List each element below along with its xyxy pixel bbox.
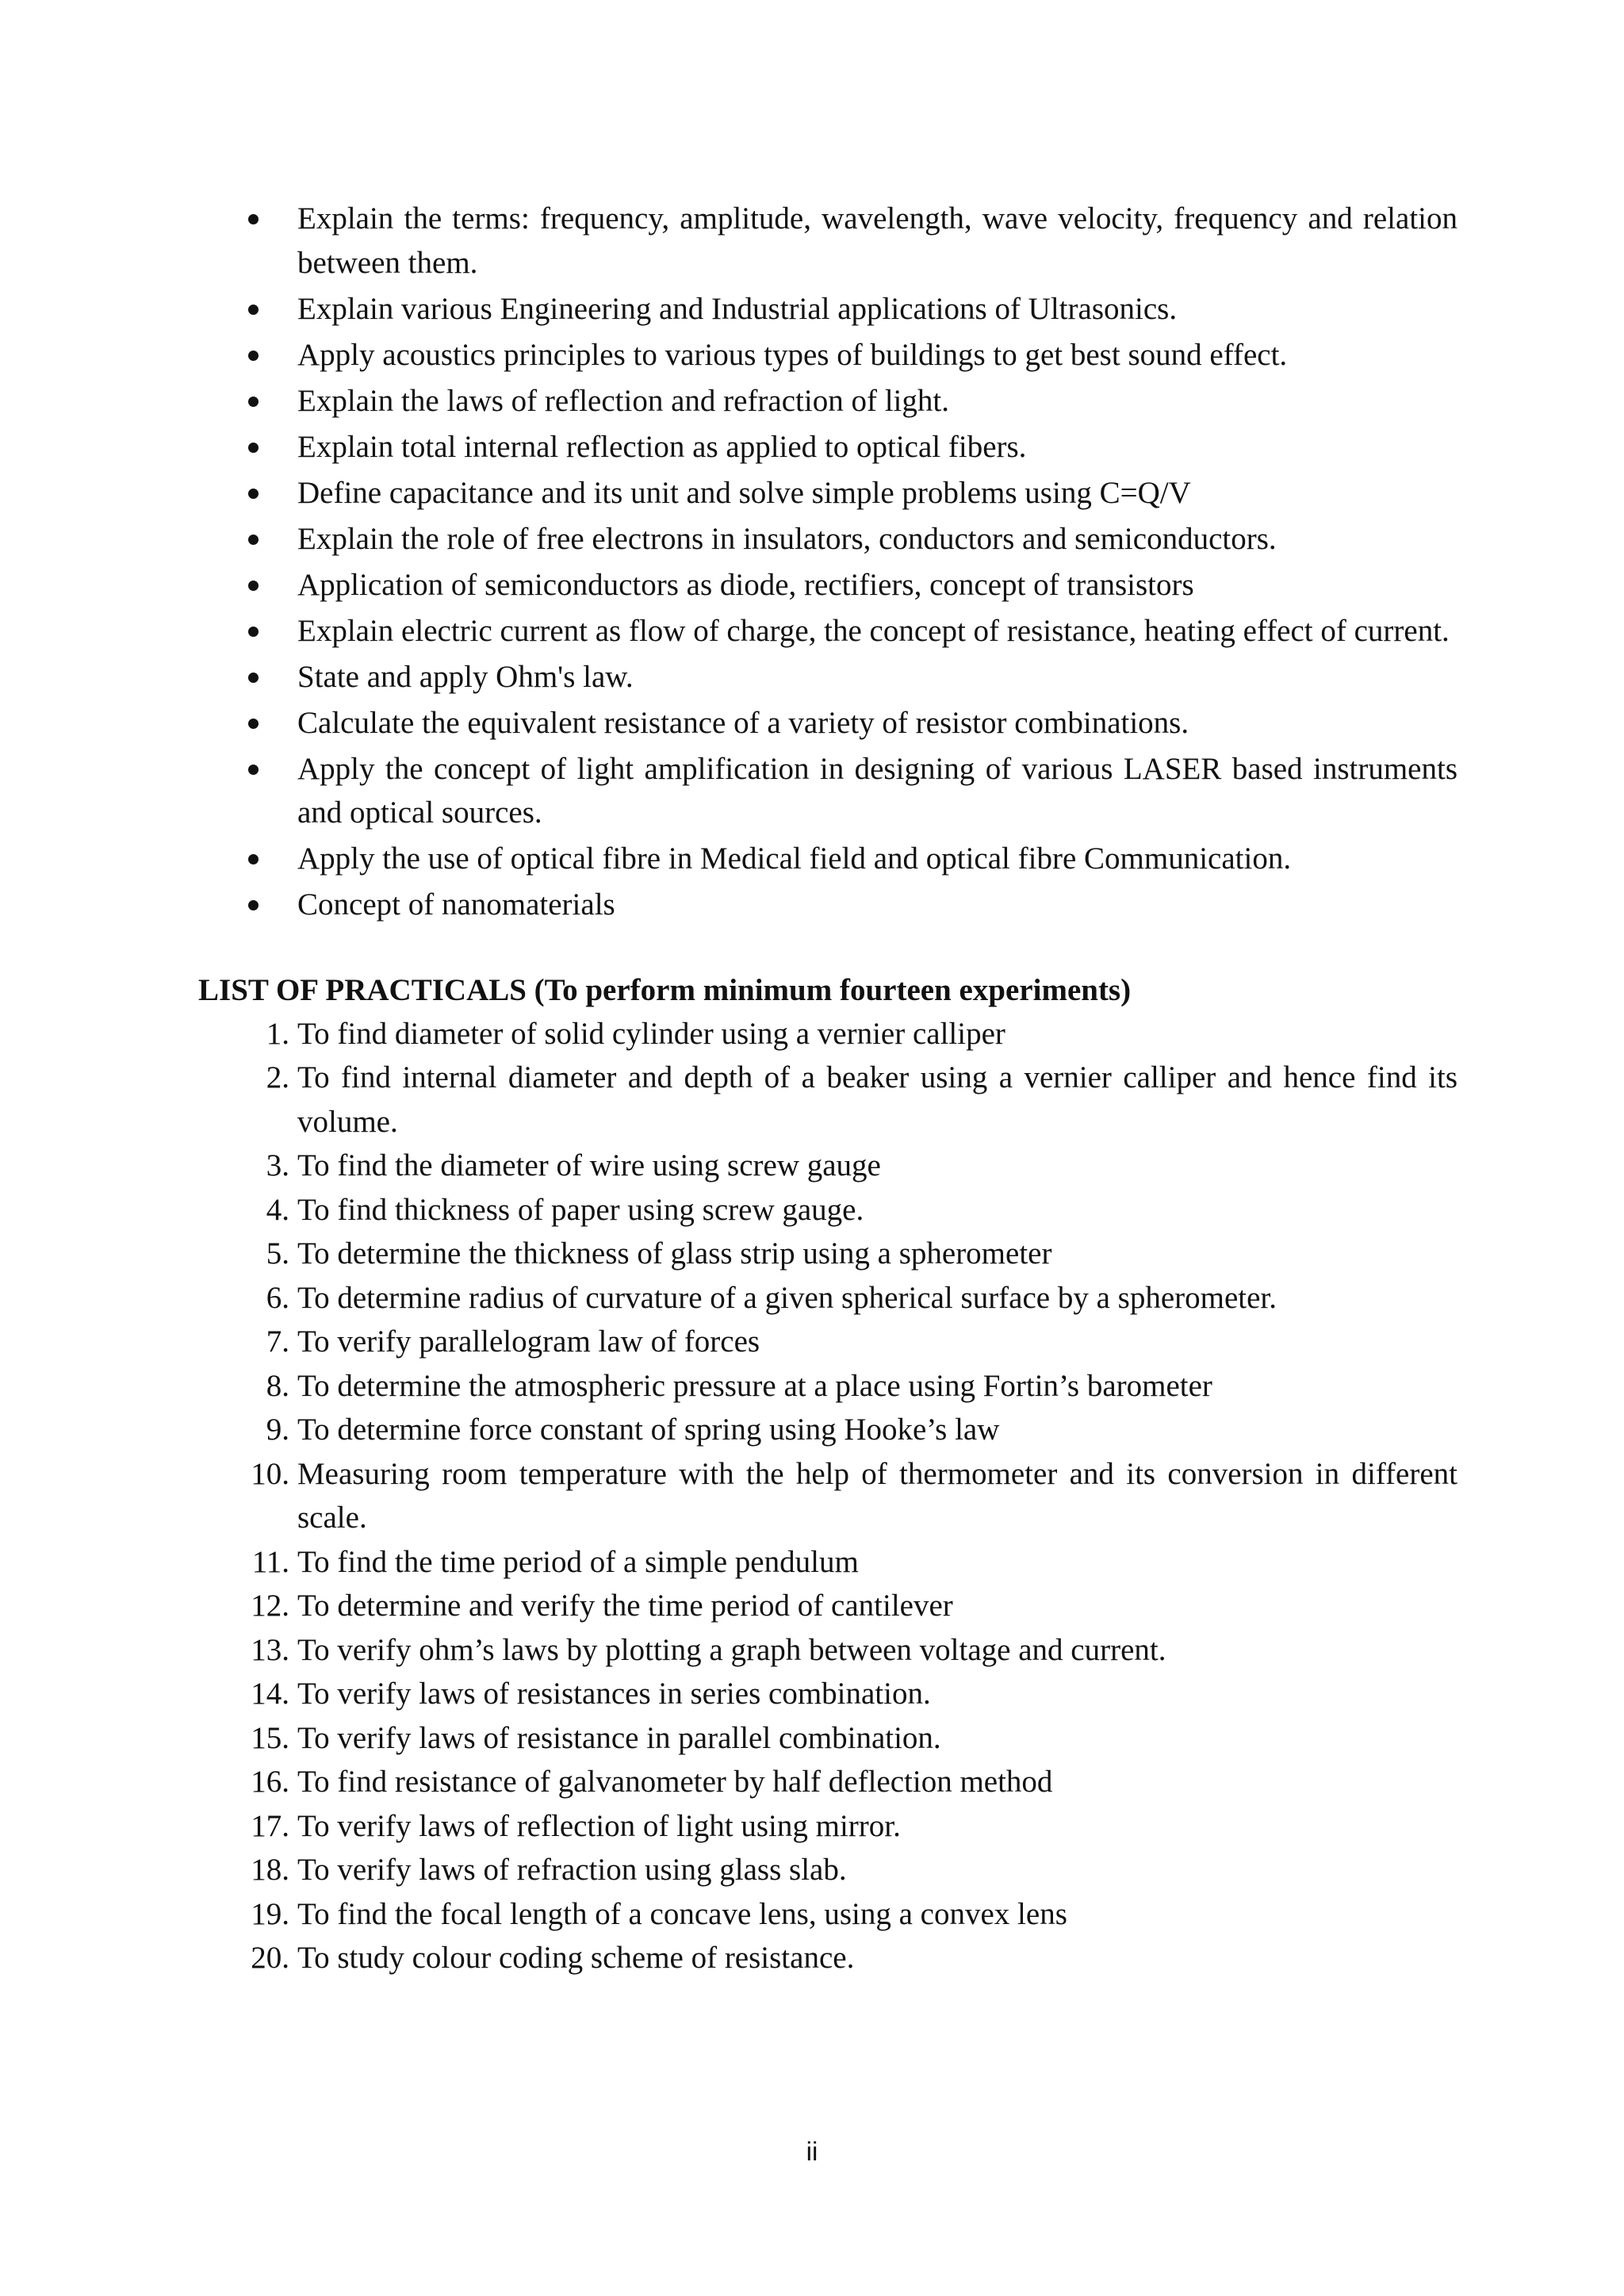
list-item bbox=[198, 1936, 1457, 1980]
practical-text: To find thickness of paper using screw gauge. bbox=[297, 1192, 864, 1227]
practical-text: To study colour coding scheme of resistance. bbox=[297, 1941, 855, 1975]
list-item bbox=[198, 609, 1457, 654]
bullet-icon bbox=[248, 214, 259, 224]
practical-text: To find the time period of a simple pendulum bbox=[297, 1544, 859, 1579]
bullet-icon bbox=[248, 351, 259, 361]
list-item bbox=[198, 701, 1457, 746]
list-item bbox=[198, 1848, 1457, 1892]
item-number: 2. bbox=[266, 1060, 289, 1094]
bullet-icon bbox=[248, 854, 259, 864]
list-item bbox=[198, 333, 1457, 378]
outcome-text: Apply acoustics principles to various types of buildings to get best sound effect. bbox=[297, 337, 1288, 372]
bullet-icon bbox=[248, 443, 259, 453]
practical-text: Measuring room temperature with the help of thermometer and its conversion in different scale. bbox=[297, 1456, 1457, 1535]
outcome-text: Explain the laws of reflection and refraction of light. bbox=[297, 383, 949, 418]
practical-text: To verify ohm’s laws by plotting a graph between voltage and current. bbox=[297, 1632, 1166, 1667]
outcome-text: Calculate the equivalent resistance of a variety of resistor combinations. bbox=[297, 705, 1189, 740]
practical-text: To verify laws of resistance in parallel combination. bbox=[297, 1720, 941, 1755]
list-item bbox=[198, 1364, 1457, 1409]
item-number: 5. bbox=[266, 1236, 289, 1271]
item-number: 1. bbox=[266, 1016, 289, 1051]
item-number: 12. bbox=[251, 1589, 289, 1623]
list-item bbox=[198, 1188, 1457, 1232]
practical-text: To determine and verify the time period of cantilever bbox=[297, 1589, 953, 1623]
item-number: 9. bbox=[266, 1412, 289, 1447]
list-item bbox=[198, 197, 1457, 285]
outcome-text: State and apply Ohm's law. bbox=[297, 659, 634, 694]
list-item bbox=[198, 287, 1457, 332]
outcome-text: Explain electric current as flow of charge, the concept of resistance, heating effect of current. bbox=[297, 613, 1450, 648]
practical-text: To find the focal length of a concave lens, using a convex lens bbox=[297, 1896, 1067, 1931]
list-item bbox=[198, 517, 1457, 562]
item-number: 10. bbox=[251, 1456, 289, 1491]
item-number: 17. bbox=[251, 1808, 289, 1843]
list-item bbox=[198, 379, 1457, 424]
item-number: 18. bbox=[251, 1853, 289, 1887]
outcome-text: Define capacitance and its unit and solve simple problems using C=Q/V bbox=[297, 475, 1191, 510]
list-item bbox=[198, 1628, 1457, 1673]
item-number: 11. bbox=[251, 1544, 289, 1579]
item-number: 8. bbox=[266, 1368, 289, 1403]
outcome-text: Explain the terms: frequency, amplitude, wavelength, wave velocity, frequency and relation between them. bbox=[297, 201, 1457, 280]
list-item bbox=[198, 655, 1457, 700]
list-item bbox=[198, 471, 1457, 516]
practical-text: To verify parallelogram law of forces bbox=[297, 1324, 760, 1359]
list-item bbox=[198, 425, 1457, 470]
outcome-text: Concept of nanomaterials bbox=[297, 887, 615, 922]
list-item bbox=[198, 1452, 1457, 1540]
practical-text: To find internal diameter and depth of a beaker using a vernier calliper and hence find its volume. bbox=[297, 1060, 1457, 1139]
item-number: 6. bbox=[266, 1280, 289, 1315]
list-item bbox=[198, 747, 1457, 835]
practical-text: To find the diameter of wire using screw gauge bbox=[297, 1148, 881, 1182]
practical-text: To determine the atmospheric pressure at a place using Fortin’s barometer bbox=[297, 1368, 1212, 1403]
outcome-text: Explain total internal reflection as applied to optical fibers. bbox=[297, 429, 1027, 464]
bullet-icon bbox=[248, 305, 259, 315]
item-number: 4. bbox=[266, 1192, 289, 1227]
list-item bbox=[198, 1232, 1457, 1276]
item-number: 16. bbox=[251, 1765, 289, 1799]
practical-text: To verify laws of resistances in series combination. bbox=[297, 1677, 931, 1711]
list-item bbox=[198, 1012, 1457, 1056]
practical-text: To verify laws of refraction using glass slab. bbox=[297, 1853, 847, 1887]
list-item bbox=[198, 1892, 1457, 1937]
page-content bbox=[198, 197, 1457, 1980]
list-item bbox=[198, 1716, 1457, 1761]
item-number: 13. bbox=[251, 1632, 289, 1667]
item-number: 20. bbox=[251, 1941, 289, 1975]
outcome-text: Explain various Engineering and Industrial applications of Ultrasonics. bbox=[297, 291, 1178, 326]
list-item bbox=[198, 1584, 1457, 1628]
practicals-heading: LIST OF PRACTICALS (To perform minimum fourteen experiments) bbox=[198, 972, 1132, 1007]
list-item bbox=[198, 1540, 1457, 1585]
bullet-icon bbox=[248, 765, 259, 775]
learning-outcomes-list bbox=[198, 197, 1457, 927]
list-item bbox=[198, 1320, 1457, 1364]
list-item bbox=[198, 1804, 1457, 1849]
practical-text: To find diameter of solid cylinder using a vernier calliper bbox=[297, 1016, 1005, 1051]
item-number: 7. bbox=[266, 1324, 289, 1359]
item-number: 14. bbox=[251, 1677, 289, 1711]
bullet-icon bbox=[248, 719, 259, 729]
practical-text: To determine radius of curvature of a given spherical surface by a spherometer. bbox=[297, 1280, 1277, 1315]
item-number: 15. bbox=[251, 1720, 289, 1755]
list-item bbox=[198, 1408, 1457, 1452]
outcome-text: Apply the concept of light amplification in designing of various LASER based instruments and optical sources. bbox=[297, 751, 1457, 830]
outcome-text: Application of semiconductors as diode, rectifiers, concept of transistors bbox=[297, 567, 1194, 602]
list-item bbox=[198, 563, 1457, 608]
bullet-icon bbox=[248, 397, 259, 407]
list-item bbox=[198, 1056, 1457, 1144]
bullet-icon bbox=[248, 673, 259, 683]
outcome-text: Apply the use of optical fibre in Medical field and optical fibre Communication. bbox=[297, 841, 1292, 876]
item-number: 19. bbox=[251, 1896, 289, 1931]
outcome-text: Explain the role of free electrons in insulators, conductors and semiconductors. bbox=[297, 521, 1277, 556]
practical-text: To determine the thickness of glass strip using a spherometer bbox=[297, 1236, 1052, 1271]
practical-text: To find resistance of galvanometer by half deflection method bbox=[297, 1765, 1053, 1799]
list-item bbox=[198, 1760, 1457, 1804]
practical-text: To verify laws of reflection of light using mirror. bbox=[297, 1808, 901, 1843]
list-item bbox=[198, 837, 1457, 881]
list-item bbox=[198, 1276, 1457, 1320]
list-item bbox=[198, 1144, 1457, 1188]
bullet-icon bbox=[248, 581, 259, 591]
bullet-icon bbox=[248, 489, 259, 499]
item-number: 3. bbox=[266, 1148, 289, 1182]
list-item bbox=[198, 883, 1457, 927]
practicals-list bbox=[198, 1012, 1457, 1980]
page-number: ii bbox=[806, 2137, 818, 2166]
bullet-icon bbox=[248, 900, 259, 910]
bullet-icon bbox=[248, 627, 259, 637]
practical-text: To determine force constant of spring using Hooke’s law bbox=[297, 1412, 1000, 1447]
bullet-icon bbox=[248, 535, 259, 545]
list-item bbox=[198, 1672, 1457, 1716]
